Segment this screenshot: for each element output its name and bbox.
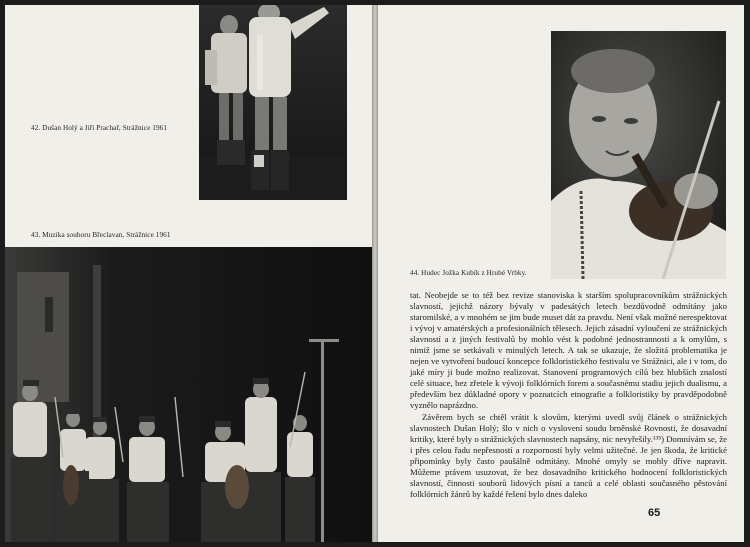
left-page <box>5 5 372 542</box>
right-page <box>378 5 744 542</box>
caption-44: 44. Hudec Jožka Kubík z Hrubé Vrbky. <box>410 269 527 277</box>
photo-dancers <box>199 5 347 200</box>
page-number: 65 <box>648 507 661 519</box>
paragraph-1: tat. Neobejde se to též bez revize stanoviska k starším spolupracovníkům strážnických slavností, jejichž názory bývaly v padesátých letech bezdůvodně odmítány jako staromilské, a v mnohém se jim bude muset dát za pravdu. Není však možné nerespektovat i vývoj v amatérských a profesionálních tělesech. Jejich zásadní vyloučení ze strážnických slavností a z jiných festivalů by mohlo vést k podobné jednostrannosti a k omylům, s nimiž jsme se setkávali v minulých letech. A tak se ukazuje, že složitá problematika je nejen ve vytvoření budoucí koncepce folkloristického festivalu ve Strážnici, ale i v tom, do jaké míry ji bude možno realizovat. Stanovení programových cílů bez hlubších znalostí celé situace, bez zřetele k vývoji folklórních forem a současnému stadiu jejich dualismu, a především bez důkladné opory v poznatcích etnografie a folkloristiky by pravděpodobně vyznělo naprázdno. <box>410 290 727 411</box>
caption-43: 43. Muzika souboru Břeclavan, Strážnice 1961 <box>31 231 171 239</box>
photo-musicians <box>5 247 372 542</box>
caption-42: 42. Dušan Holý a Jiří Prachař, Strážnice 1961 <box>31 124 168 132</box>
photo-fiddler <box>551 31 726 279</box>
article-body <box>410 290 727 500</box>
paragraph-2: Závěrem bych se chtěl vrátit k slovům, kterými uvedl svůj článek o strážnických slavnostech Dušan Holý; šlo v nich o vyslovení soudu brněnské Rovnosti, že dosavadní kritiky, které byly o strážnických slavnostech napsány, nic nevyřešily.¹³⁵) Domnívám se, že i přes celou řadu nepřesností a rozporností byly velmi užitečné. Je jen škoda, že kritické připomínky byly často paušálně odmítány. Mnohé omyly se mohly dříve napravit. Můžeme právem usuzovat, že bez dosavadního kritického hodnocení folkloristických slavností, činnosti souborů lidových písní a tanců a celé oblasti současného pěstování folklórních žánrů by každé řešení bylo dnes daleko <box>410 411 727 499</box>
